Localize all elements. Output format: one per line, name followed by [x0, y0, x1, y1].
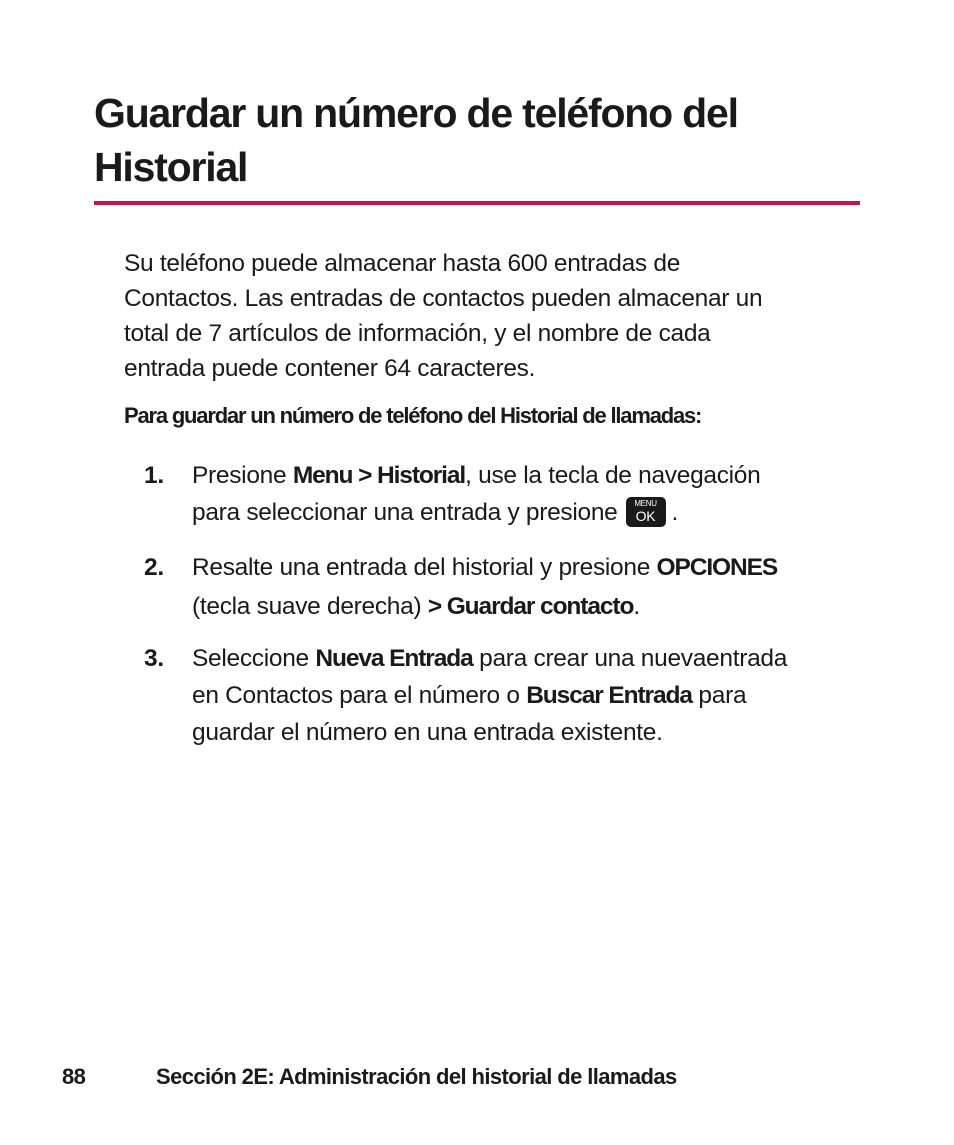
step-text: .	[671, 499, 679, 526]
step-number: 2.	[144, 554, 164, 581]
page-title	[94, 86, 874, 194]
step-text: .	[633, 593, 640, 620]
page-title-line-1: Guardar un número de teléfono del	[94, 90, 738, 136]
step-line	[192, 677, 872, 714]
step-line	[192, 549, 872, 586]
intro-paragraph	[124, 246, 864, 386]
procedure-heading: Para guardar un número de teléfono del Historial de llamadas:	[124, 403, 702, 428]
title-divider	[94, 201, 860, 205]
menu-path: Menu > Historial	[292, 462, 466, 489]
menu-path: > Guardar contacto	[427, 593, 634, 620]
step-text: guardar el número en una entrada existente.	[192, 719, 663, 746]
intro-line: Su teléfono puede almacenar hasta 600 entradas de	[124, 250, 681, 277]
step-line	[192, 457, 872, 494]
page-number: 88	[62, 1064, 86, 1089]
step-body	[192, 640, 872, 751]
menu-ok-key-icon	[626, 497, 666, 527]
intro-line: total de 7 artículos de información, y el nombre de cada	[124, 320, 711, 347]
step-line	[192, 640, 872, 677]
step-text: para	[691, 682, 747, 709]
intro-line: entrada puede contener 64 caracteres.	[124, 355, 536, 382]
intro-line: Contactos. Las entradas de contactos pueden almacenar un	[124, 285, 763, 312]
softkey-label: OPCIONES	[656, 554, 778, 581]
option-label: Buscar Entrada	[526, 682, 692, 709]
step-text: Seleccione	[192, 645, 316, 672]
step-number: 1.	[144, 462, 164, 489]
step-line	[192, 588, 872, 625]
key-bottom-label: OK	[635, 507, 656, 524]
step-text: Resalte una entrada del historial y presione	[192, 554, 657, 581]
step-text: (tecla suave derecha)	[192, 593, 428, 620]
step-number: 3.	[144, 645, 164, 672]
step-text: , use la tecla de navegación	[465, 462, 761, 489]
key-top-label: MENU	[634, 498, 657, 508]
step-text: Presione	[192, 462, 293, 489]
option-label: Nueva Entrada	[315, 645, 473, 672]
page-title-line-2: Historial	[94, 144, 248, 190]
step-text: en Contactos para el número o	[192, 682, 527, 709]
step-line	[192, 494, 872, 531]
section-title: Sección 2E: Administración del historial de llamadas	[156, 1064, 677, 1089]
step-text: para crear una nuevaentrada	[472, 645, 788, 672]
step-body	[192, 457, 872, 531]
step-text: para seleccionar una entrada y presione	[192, 499, 618, 526]
step-body	[192, 549, 872, 625]
step-line	[192, 714, 872, 751]
